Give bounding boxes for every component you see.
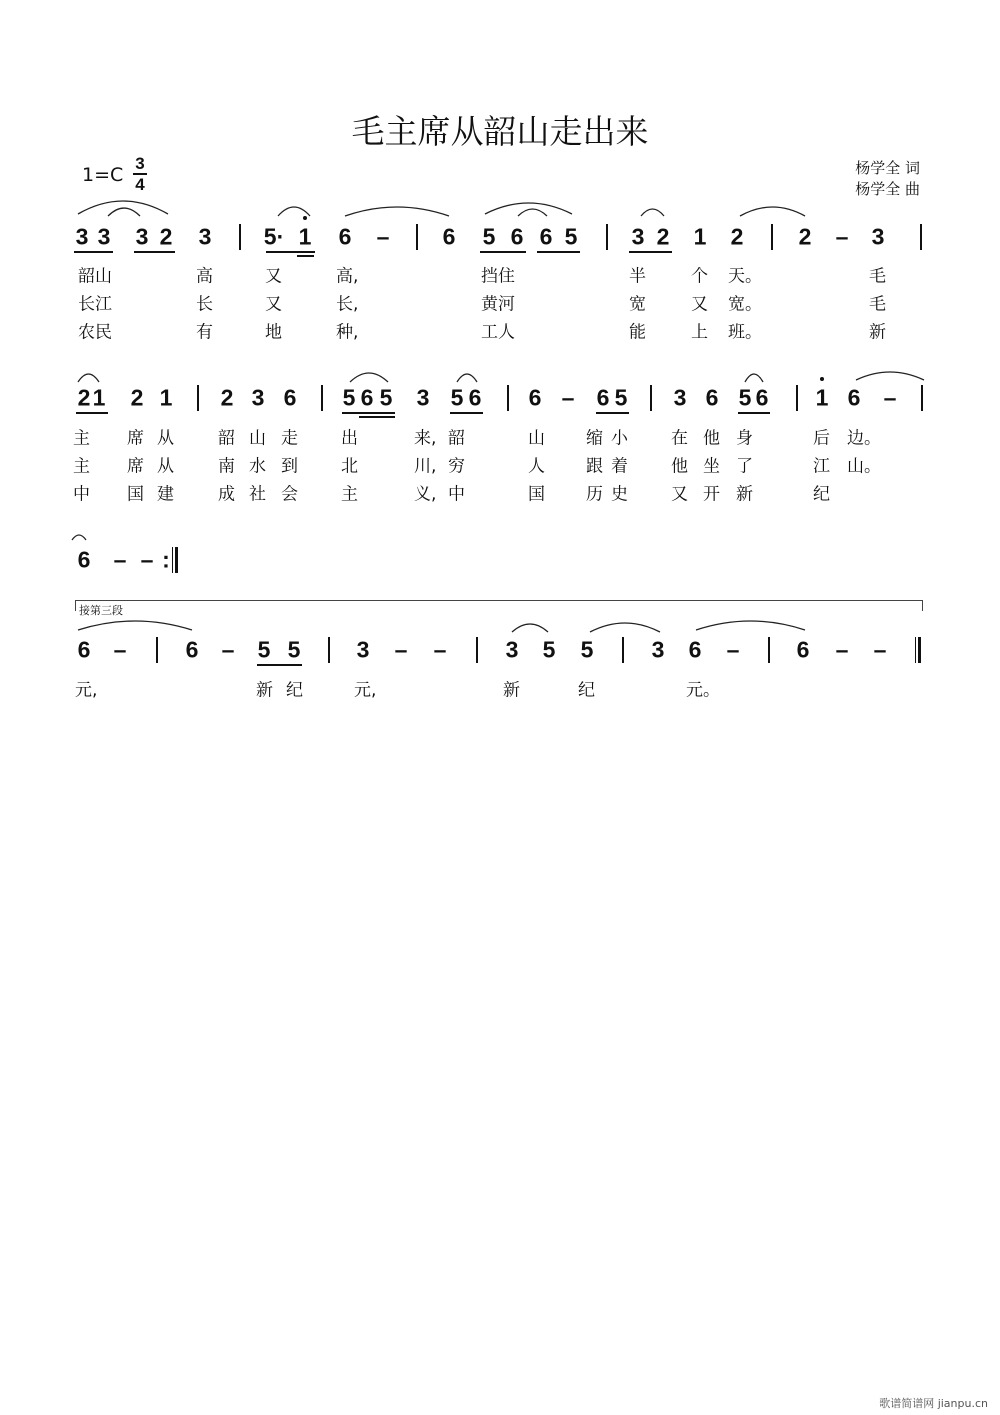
lyric-syllable: 从 [157,428,174,449]
lyric-syllable: 元, [75,680,98,701]
lyric-syllable: 新 [736,484,753,505]
lyric-syllable: 山 [528,428,545,449]
lyric-syllable: 韶山 [78,266,112,287]
lyric-syllable: 山。 [847,456,881,477]
slur [745,374,763,382]
lyric-syllable: 坐 [703,456,720,477]
jianpu-note: 3 [356,636,370,663]
time-numerator: 3 [135,154,145,173]
jianpu-note: 6 [77,636,91,663]
lyric-syllable: 新 [869,322,886,343]
slur [345,207,449,216]
lyric-syllable: 宽 [629,294,646,315]
jianpu-note: 2 [798,223,812,250]
jianpu-note: 3 [673,384,687,411]
slur [72,535,86,540]
jianpu-note: 2 [656,223,670,250]
lyric-syllable: 来, [414,428,437,449]
lyric-syllable: 川, [414,456,437,477]
lyricist-credit: 杨学全 词 [855,159,920,177]
song-title: 毛主席从韶山走出来 [351,112,649,151]
lyric-syllable: 开 [703,484,720,505]
lyric-syllable: 又 [691,294,708,315]
jianpu-note: 3 [251,384,265,411]
lyric-syllable: 高, [336,266,359,287]
lyric-syllable: 纪 [286,680,303,701]
lyric-syllable: 主 [73,428,90,449]
lyric-syllable: 又 [265,294,282,315]
jianpu-note: 6 [77,546,91,573]
jianpu-note: 6 [596,384,610,411]
jianpu-note: 5 [287,636,301,663]
jianpu-note: 3 [198,223,212,250]
jianpu-note: – [394,636,408,663]
jianpu-note: – [433,636,447,663]
jianpu-note: 3 [97,223,111,250]
jianpu-note: 5 [738,384,752,411]
lyric-syllable: 元。 [686,680,720,701]
jianpu-note: – [726,636,740,663]
lyric-syllable: 跟 [586,456,603,477]
lyric-syllable: 人 [528,456,545,477]
jianpu-note: – [113,636,127,663]
jianpu-note: 5 [542,636,556,663]
jianpu-note: 3 [631,223,645,250]
lyric-syllable: 社 [249,484,266,505]
jianpu-note: 6 [283,384,297,411]
lyric-syllable: 又 [671,484,688,505]
jianpu-note: 6 [539,223,553,250]
jianpu-note: 3 [505,636,519,663]
time-denominator: 4 [135,175,145,194]
lyric-syllable: 能 [629,322,646,343]
lyric-syllable: 水 [249,456,266,477]
lyric-syllable: 有 [196,322,213,343]
lyric-syllable: 史 [611,484,628,505]
lyric-syllable: 中 [73,484,90,505]
jianpu-note: 2 [130,384,144,411]
jianpu-note: 2 [77,384,91,411]
lyric-syllable: 天。 [728,266,762,287]
lyric-syllable: 韶 [218,428,235,449]
lyric-syllable: 纪 [813,484,830,505]
jianpu-note: 6 [688,636,702,663]
slur [641,209,664,216]
lyric-syllable: 在 [671,428,688,449]
jianpu-note: 1 [693,223,707,250]
jianpu-note: – [883,384,897,411]
lyric-syllable: 北 [341,456,358,477]
lyric-syllable: 长 [196,294,213,315]
jianpu-note: 5 [379,384,393,411]
jianpu-note: 5 [580,636,594,663]
jianpu-note: 3 [651,636,665,663]
lyric-syllable: 席 [127,456,144,477]
slur [278,207,310,216]
jianpu-note: – [873,636,887,663]
jianpu-note: 6 [847,384,861,411]
lyric-syllable: 身 [736,428,753,449]
lyric-syllable: 长江 [78,294,112,315]
lyric-syllable: 宽。 [728,294,762,315]
lyric-syllable: 他 [671,456,688,477]
lyric-syllable: 从 [157,456,174,477]
lyric-syllable: 又 [265,266,282,287]
lyric-syllable: 山 [249,428,266,449]
lyric-syllable: 个 [691,266,708,287]
lyric-syllable: 主 [341,484,358,505]
lyric-syllable: 地 [265,322,282,343]
lyric-syllable: 中 [448,484,465,505]
lyric-syllable: 韶 [448,428,465,449]
jianpu-note: 1 [159,384,173,411]
slur [740,207,805,216]
lyric-syllable: 义, [414,484,437,505]
lyric-syllable: 成 [218,484,235,505]
slur [856,372,924,380]
lyric-syllable: 他 [703,428,720,449]
lyric-syllable: 边。 [847,428,881,449]
lyric-syllable: 元, [354,680,377,701]
jianpu-note: – [561,384,575,411]
jianpu-note: 6 [185,636,199,663]
jianpu-note: 2 [159,223,173,250]
jianpu-note: 6 [442,223,456,250]
lyric-syllable: 历 [586,484,603,505]
lyric-syllable: 缩 [586,428,603,449]
slur [590,623,660,632]
jianpu-note: : [162,546,170,573]
lyric-syllable: 建 [157,484,174,505]
lyric-syllable: 高 [196,266,213,287]
lyric-syllable: 毛 [869,266,886,287]
lyric-syllable: 上 [691,322,708,343]
jianpu-note: – [835,636,849,663]
jianpu-note: 1 [92,384,106,411]
lyric-syllable: 席 [127,428,144,449]
jianpu-note: 6 [468,384,482,411]
lyric-syllable: 主 [73,456,90,477]
lyric-syllable: 班。 [728,322,762,343]
jianpu-note: 1 [298,223,312,250]
lyric-syllable: 到 [281,456,298,477]
slur [696,621,805,630]
jianpu-note: 2 [730,223,744,250]
jianpu-note: 3 [416,384,430,411]
jianpu-note: 1 [815,384,829,411]
lyric-syllable: 小 [611,428,628,449]
lyric-syllable: 会 [281,484,298,505]
jianpu-note: – [376,223,390,250]
lyric-syllable: 出 [341,428,358,449]
lyric-syllable: 江 [813,456,830,477]
lyric-syllable: 农民 [78,322,112,343]
lyric-syllable: 挡住 [481,266,515,287]
jianpu-note: 5 [614,384,628,411]
lyric-syllable: 后 [813,428,830,449]
lyric-syllable: 种, [336,322,359,343]
lyric-syllable: 穷 [448,456,465,477]
jianpu-note: – [113,546,127,573]
slur [457,374,477,382]
jianpu-note: 3 [871,223,885,250]
lyric-syllable: 着 [611,456,628,477]
jianpu-note: 3 [135,223,149,250]
jianpu-note: 5 [257,636,271,663]
jianpu-note: 5· [263,223,285,250]
jianpu-note: 6 [510,223,524,250]
jianpu-note: 5 [450,384,464,411]
jianpu-note: 6 [705,384,719,411]
jianpu-note: – [140,546,154,573]
slur [108,208,140,216]
lyric-syllable: 国 [528,484,545,505]
lyric-syllable: 毛 [869,294,886,315]
lyric-syllable: 半 [629,266,646,287]
jianpu-note: 6 [755,384,769,411]
key-signature: 1=C [82,164,124,186]
composer-credit: 杨学全 曲 [855,180,920,198]
lyric-syllable: 工人 [481,322,515,343]
slur [485,203,572,214]
jianpu-note: 5 [342,384,356,411]
jianpu-note: 5 [482,223,496,250]
jianpu-note: 6 [360,384,374,411]
jianpu-note: 2 [220,384,234,411]
jianpu-note: 3 [75,223,89,250]
watermark: 歌谱简谱网 jianpu.cn [879,1397,988,1410]
jianpu-note: 6 [796,636,810,663]
volta-label: 接第三段 [79,604,123,617]
slur [350,373,388,382]
jianpu-note: 6 [528,384,542,411]
lyric-syllable: 纪 [578,680,595,701]
lyric-syllable: 了 [736,456,753,477]
lyric-syllable: 新 [503,680,520,701]
jianpu-note: – [835,223,849,250]
jianpu-note: 5 [564,223,578,250]
lyric-syllable: 走 [281,428,298,449]
lyric-syllable: 新 [256,680,273,701]
lyric-syllable: 南 [218,456,235,477]
jianpu-note: 6 [338,223,352,250]
slur [78,621,192,630]
slur [78,374,99,382]
jianpu-note: – [221,636,235,663]
lyric-syllable: 黄河 [481,294,515,315]
slur [512,624,548,632]
slur [518,209,547,216]
lyric-syllable: 长, [336,294,359,315]
lyric-syllable: 国 [127,484,144,505]
